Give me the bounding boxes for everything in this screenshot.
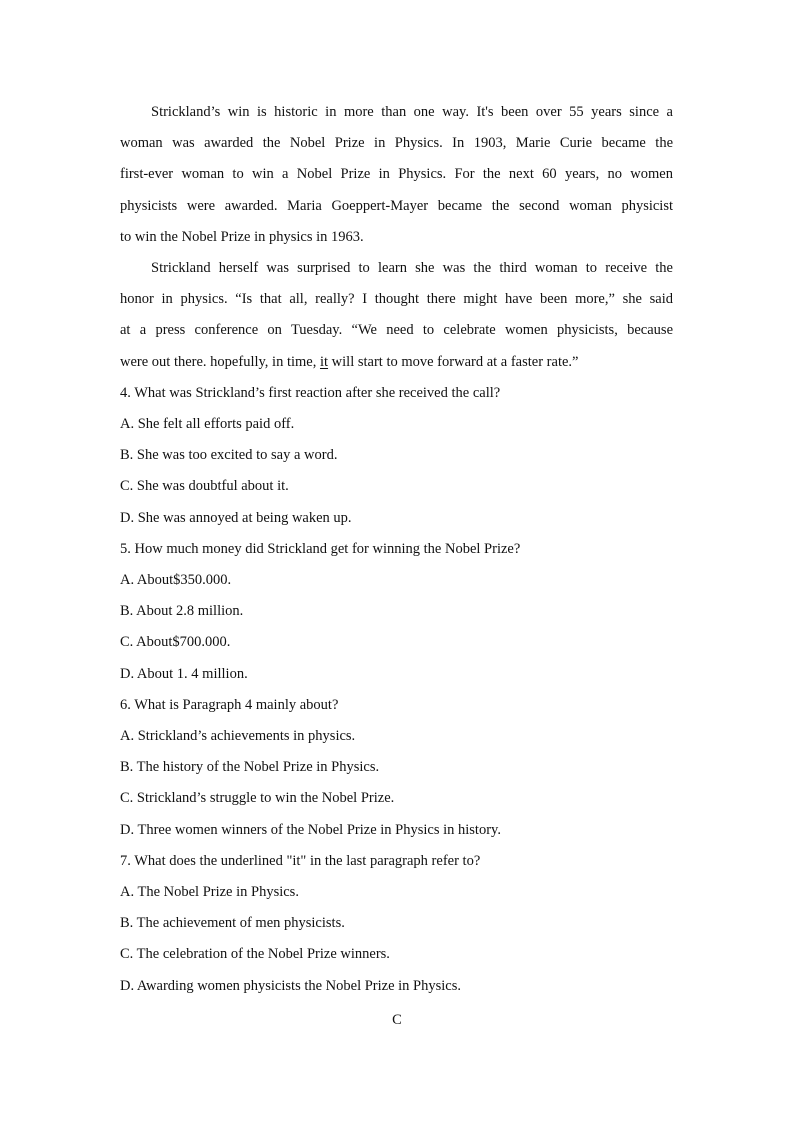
answer-option: B. About 2.8 million. (120, 603, 244, 620)
answer-option: D. Awarding women physicists the Nobel Prize in Physics. (120, 977, 461, 994)
answer-option: A. The Nobel Prize in Physics. (120, 884, 299, 901)
paragraph-line: first-ever woman to win a Nobel Prize in Physics. For the next 60 years, no women (120, 166, 673, 183)
line-text-after: will start to move forward at a faster rate.” (328, 353, 579, 370)
paragraph-line: physicists were awarded. Maria Goeppert-Mayer became the second woman physicist (120, 197, 673, 214)
answer-option: C. Strickland’s struggle to win the Nobel Prize. (120, 790, 395, 807)
line-text-before: were out there. hopefully, in time, (120, 353, 320, 370)
answer-option: A. About$350.000. (120, 572, 232, 589)
answer-option: A. She felt all efforts paid off. (120, 416, 295, 433)
answer-option: D. She was annoyed at being waken up. (120, 509, 352, 526)
paragraph-1 (120, 97, 673, 253)
section-heading-letter: C (392, 1012, 402, 1028)
answer-option: C. The celebration of the Nobel Prize winners. (120, 946, 390, 963)
answer-option: B. The achievement of men physicists. (120, 915, 345, 932)
answer-option: C. About$700.000. (120, 634, 231, 651)
paragraph-line-with-underlined-it (120, 347, 673, 378)
paragraph-line: Strickland’s win is historic in more than one way. It's been over 55 years since a (151, 104, 673, 120)
underlined-it: it (319, 353, 329, 370)
paragraph-2 (120, 253, 673, 378)
question-4 (120, 378, 673, 534)
answer-option: D. About 1. 4 million. (120, 665, 248, 682)
question-stem: 4. What was Strickland’s first reaction after she received the call? (120, 384, 501, 401)
paragraph-line: honor in physics. “Is that all, really? I thought there might have been more,” she said (120, 291, 673, 308)
question-stem: 5. How much money did Strickland get for winning the Nobel Prize? (120, 540, 521, 557)
answer-option: D. Three women winners of the Nobel Prize in Physics in history. (120, 821, 501, 838)
answer-option: B. She was too excited to say a word. (120, 447, 338, 464)
question-5 (120, 534, 673, 690)
question-stem: 6. What is Paragraph 4 mainly about? (120, 696, 339, 713)
question-stem: 7. What does the underlined "it" in the last paragraph refer to? (120, 852, 481, 869)
question-7 (120, 846, 673, 1002)
answer-option: A. Strickland’s achievements in physics. (120, 728, 356, 745)
document-content (120, 97, 673, 1002)
paragraph-line: to win the Nobel Prize in physics in 1963. (120, 228, 364, 245)
paragraph-line: woman was awarded the Nobel Prize in Physics. In 1903, Marie Curie became the (120, 135, 673, 152)
question-6 (120, 690, 673, 846)
answer-option: C. She was doubtful about it. (120, 478, 289, 495)
paragraph-line: Strickland herself was surprised to learn she was the third woman to receive the (151, 260, 673, 277)
paragraph-line: at a press conference on Tuesday. “We need to celebrate women physicists, because (120, 322, 673, 339)
answer-option: B. The history of the Nobel Prize in Physics. (120, 759, 380, 776)
